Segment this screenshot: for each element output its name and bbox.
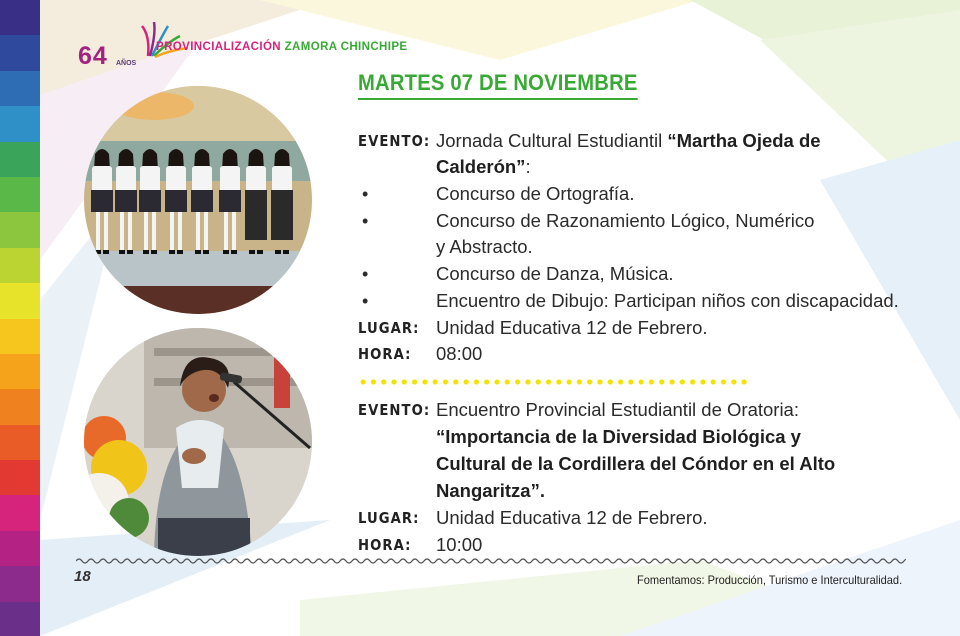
stripe-band (0, 460, 40, 495)
event1-title-line1 (436, 128, 821, 154)
event-date-heading: MARTES 07 DE NOVIEMBRE (358, 70, 638, 100)
stripe-band (0, 177, 40, 212)
event2-title-bold-line: Nangaritza”. (436, 480, 545, 501)
student-speaker-photo (84, 328, 312, 556)
footer-slogan: Fomentamos: Producción, Turismo e Interculturalidad. (636, 573, 902, 587)
bullet-icon: • (362, 184, 369, 204)
brand-title-part1: PROVINCIALIZACIÓN (156, 41, 281, 53)
event1-title-bold1: “Martha Ojeda de (667, 130, 821, 151)
event2-title-bold-line: “Importancia de la Diversidad Biológica y (436, 426, 801, 447)
event2-lugar-label: LUGAR: (358, 509, 420, 527)
stripe-band (0, 212, 40, 247)
stripe-band (0, 106, 40, 141)
event1-evento-label: EVENTO: (358, 132, 431, 150)
stripe-band (0, 566, 40, 601)
event2-hora-label: HORA: (358, 536, 412, 554)
event1-title-bold2: Calderón” (436, 156, 526, 177)
dotted-separator (358, 377, 750, 387)
event1-hora-value: 08:00 (436, 343, 483, 364)
event2-evento-label: EVENTO: (358, 401, 431, 419)
stripe-band (0, 319, 40, 354)
stripe-band (0, 142, 40, 177)
anniversary-number: 64 (78, 42, 108, 70)
stripe-band (0, 425, 40, 460)
stripe-band (0, 71, 40, 106)
wavy-divider (76, 556, 906, 566)
student-speaker-illustration (84, 328, 312, 556)
event1-item-continuation: y Abstracto. (436, 236, 533, 257)
bullet-icon: • (362, 264, 369, 284)
bullet-icon: • (362, 211, 369, 231)
stripe-band (0, 248, 40, 283)
stripe-band (0, 389, 40, 424)
brand-title-part2: ZAMORA CHINCHIPE (284, 41, 408, 53)
stripe-band (0, 283, 40, 318)
event1-title-plain: Jornada Cultural Estudiantil (436, 130, 668, 151)
stripe-band (0, 354, 40, 389)
anniversary-word: AÑOS (116, 60, 137, 67)
event1-item: Concurso de Danza, Música. (436, 263, 674, 284)
event2-title-bold-line: Cultural de la Cordillera del Cóndor en el Alto (436, 453, 836, 474)
event1-lugar-label: LUGAR: (358, 319, 420, 337)
event1-hora-label: HORA: (358, 345, 412, 363)
page-number: 18 (74, 568, 91, 585)
students-stage-illustration (84, 86, 312, 314)
brand-title (156, 41, 408, 53)
event1-item: Concurso de Razonamiento Lógico, Numérico (436, 210, 815, 231)
event1-title-line2 (436, 154, 531, 180)
stripe-band (0, 531, 40, 566)
event2-title-line1: Encuentro Provincial Estudiantil de Oratoria: (436, 399, 799, 420)
event2-hora-value: 10:00 (436, 534, 483, 555)
event1-item: Encuentro de Dibujo: Participan niños con discapacidad. (436, 290, 899, 311)
stripe-band (0, 0, 40, 35)
event1-lugar-value: Unidad Educativa 12 de Febrero. (436, 317, 708, 338)
students-stage-photo (84, 86, 312, 314)
event2-lugar-value: Unidad Educativa 12 de Febrero. (436, 507, 708, 528)
rainbow-stripe (0, 0, 40, 636)
event1-title-end: : (525, 156, 531, 177)
stripe-band (0, 602, 40, 636)
stripe-band (0, 35, 40, 70)
bullet-icon: • (362, 291, 369, 311)
event1-item: Concurso de Ortografía. (436, 183, 635, 204)
stripe-band (0, 495, 40, 530)
